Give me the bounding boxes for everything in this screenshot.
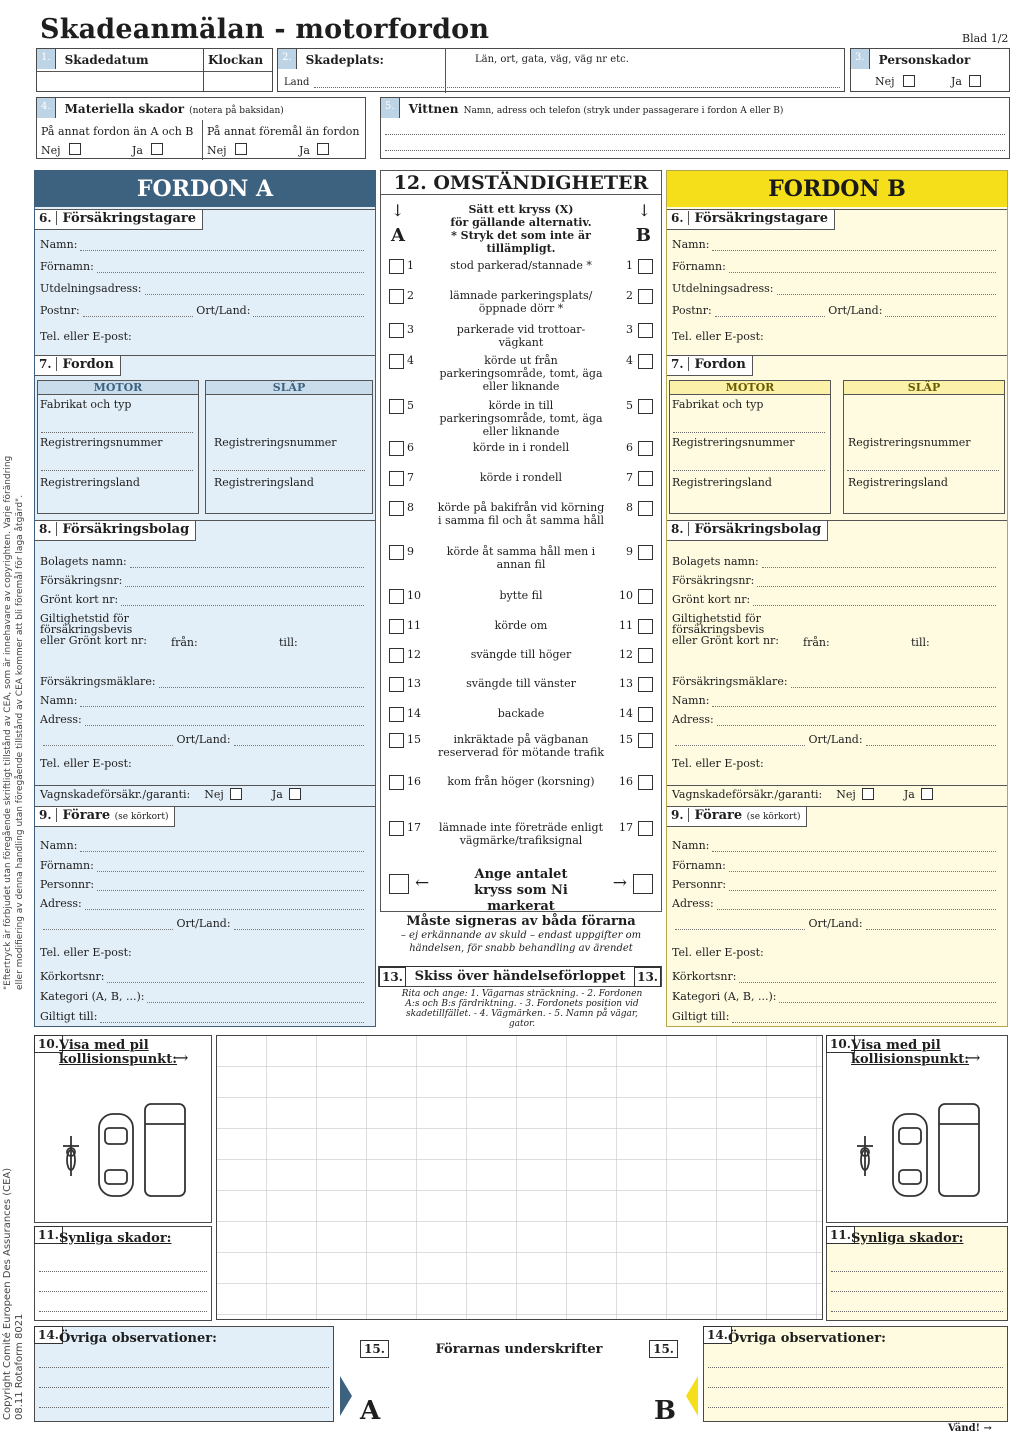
instruction-1: Sätt ett kryss (X) bbox=[468, 203, 574, 216]
circumstance-a-checkbox[interactable] bbox=[389, 589, 404, 604]
row-number-a: 5 bbox=[407, 399, 414, 412]
circumstance-row-8 bbox=[389, 501, 653, 529]
address-input[interactable] bbox=[145, 282, 365, 295]
sketch-header: 13. Skiss över händelseförloppet 13. bbox=[378, 966, 662, 987]
damage-input[interactable] bbox=[39, 1271, 207, 1272]
witness-label: Vittnen bbox=[408, 102, 459, 116]
circumstance-text: körde om bbox=[494, 619, 548, 632]
circumstance-text: körde in till parkeringsområde, tomt, äga eller liknande bbox=[439, 399, 603, 438]
circumstance-a-checkbox[interactable] bbox=[389, 648, 404, 663]
row-number-b: 13 bbox=[619, 677, 633, 690]
other-object-label: På annat föremål än fordon bbox=[207, 125, 360, 138]
observations-input[interactable] bbox=[39, 1367, 329, 1368]
circumstance-text: parkerade vid trottoar-vägkant bbox=[456, 323, 586, 349]
row-number-b: 2 bbox=[626, 289, 633, 302]
signature-b-letter: B bbox=[654, 1396, 676, 1426]
circumstance-a-checkbox[interactable] bbox=[389, 733, 404, 748]
row-number-b: 7 bbox=[626, 471, 633, 484]
yellow-arrow-icon bbox=[684, 1376, 698, 1416]
circumstance-text: körde in i rondell bbox=[472, 441, 570, 454]
driver-section: 9. Förare (se körkort) Namn: Förnamn: Personnr: Adress: Ort/Land: Tel. eller E-post: Körkortsnr: Kategori (A, B, ...): Giltigt till: bbox=[35, 806, 375, 1028]
other-object-yes-checkbox[interactable] bbox=[317, 143, 329, 155]
column-b-letter: B bbox=[635, 225, 651, 246]
row-number-b: 11 bbox=[619, 619, 633, 632]
circumstance-row-16 bbox=[389, 775, 653, 803]
circumstance-b-checkbox[interactable] bbox=[638, 471, 653, 486]
city-input[interactable] bbox=[253, 304, 364, 317]
row-number-a: 14 bbox=[407, 707, 421, 720]
row-number-b: 17 bbox=[619, 821, 633, 834]
circumstance-b-checkbox[interactable] bbox=[638, 775, 653, 790]
circumstance-b-checkbox[interactable] bbox=[638, 733, 653, 748]
circumstance-text: svängde till höger bbox=[470, 648, 572, 661]
circumstance-text: bytte fil bbox=[499, 589, 543, 602]
circumstance-text: kom från höger (korsning) bbox=[447, 775, 595, 788]
circumstance-row-10 bbox=[389, 589, 653, 617]
circumstance-text: lämnade inte företräde enligt vägmärke/trafiksignal bbox=[438, 821, 604, 847]
circumstance-row-13 bbox=[389, 677, 653, 705]
nej-label: Nej bbox=[41, 144, 61, 157]
circumstance-b-checkbox[interactable] bbox=[638, 501, 653, 516]
signature-a-letter: A bbox=[360, 1396, 381, 1426]
other-vehicle-yes-checkbox[interactable] bbox=[151, 143, 163, 155]
copyright-notice: "Eftertryck är förbjudet utan föregående skriftligt tillstånd av CEA, som är innehavare av copyrighten. Varje förändring eller modifiering av denna handling utan föregående tillstånd av CEA kommer att bli föremål för laga åtgärd". bbox=[3, 455, 25, 990]
injuries-label: Personskador bbox=[878, 53, 971, 67]
row-number-b: 6 bbox=[626, 441, 633, 454]
date-input[interactable] bbox=[37, 71, 203, 92]
circumstance-text: lämnade parkeringsplats/ öppnade dörr * bbox=[449, 289, 593, 315]
arrow-left-icon: ← bbox=[415, 873, 430, 893]
circumstance-text: svängde till vänster bbox=[466, 677, 576, 690]
circumstance-a-checkbox[interactable] bbox=[389, 501, 404, 516]
section-1-date bbox=[36, 48, 204, 92]
witness-input[interactable] bbox=[385, 134, 1005, 135]
circumstance-b-checkbox[interactable] bbox=[638, 648, 653, 663]
material-note: (notera på baksidan) bbox=[189, 106, 284, 116]
circumstance-a-checkbox[interactable] bbox=[389, 441, 404, 456]
vehicle-a-column bbox=[34, 170, 376, 1027]
place-input[interactable] bbox=[314, 87, 840, 88]
row-number-a: 15 bbox=[407, 733, 421, 746]
vehicle-a-banner: FORDON A bbox=[35, 171, 375, 207]
company-input[interactable] bbox=[130, 555, 364, 568]
circumstance-row-5 bbox=[389, 399, 653, 438]
collision-label: Visa med pil kollisionspunkt: bbox=[59, 1038, 177, 1067]
nej-label: Nej bbox=[875, 75, 895, 88]
injuries-yes-checkbox[interactable] bbox=[969, 75, 981, 87]
firstname-input[interactable] bbox=[97, 260, 364, 273]
row-number-b: 5 bbox=[626, 399, 633, 412]
circumstance-a-checkbox[interactable] bbox=[389, 471, 404, 486]
circumstance-text: stod parkerad/stannade * bbox=[450, 259, 592, 272]
circumstance-text: körde i rondell bbox=[479, 471, 563, 484]
postal-input[interactable] bbox=[83, 304, 194, 317]
arrow-right-icon: → bbox=[967, 1048, 981, 1067]
observations-a: 14. Övriga observationer: bbox=[34, 1326, 334, 1422]
circumstance-row-17 bbox=[389, 821, 653, 849]
vehicle-section: 7. Fordon MOTOR SLÄP Fabrikat och typ Registreringsnummer Registreringsnummer Registreringsland Registreringsland bbox=[667, 355, 1007, 517]
row-number-a: 7 bbox=[407, 471, 414, 484]
comprehensive-no-checkbox[interactable] bbox=[862, 788, 874, 800]
other-vehicle-label: På annat fordon än A och B bbox=[41, 125, 194, 138]
column-a-letter: A bbox=[391, 225, 405, 246]
insurer-section: 8. Försäkringsbolag Bolagets namn: Försäkringsnr: Grönt kort nr: Giltighetstid för försäkringsbevis eller Grönt kort nr: från: till: Försäkringsmäklare: Namn: Adress: Ort/Land: Tel. eller E-post: Vagnskadeförsäkr./garanti: Nej Ja bbox=[35, 520, 375, 804]
circumstance-row-2 bbox=[389, 289, 653, 317]
collision-point-a: 10. Visa med pil kollisionspunkt: → bbox=[34, 1035, 212, 1223]
row-number-a: 12 bbox=[407, 648, 421, 661]
instruction-3: * Stryk det som inte är tillämpligt. bbox=[451, 229, 591, 255]
time-label: Klockan bbox=[208, 53, 264, 67]
circumstance-b-checkbox[interactable] bbox=[638, 259, 653, 274]
circumstance-a-checkbox[interactable] bbox=[389, 707, 404, 722]
visible-damage-a: 11. Synliga skador: bbox=[34, 1226, 212, 1321]
section-number: 2. bbox=[278, 49, 297, 69]
vehicle-b-banner: FORDON B bbox=[667, 171, 1007, 207]
page-title: Skadeanmälan - motorfordon bbox=[40, 14, 490, 45]
count-b-box[interactable] bbox=[633, 874, 653, 894]
row-number-a: 10 bbox=[407, 589, 421, 602]
comprehensive-no-checkbox[interactable] bbox=[230, 788, 242, 800]
copyright-line: Copyright Comité Europeen Des Assurances (CEA) 08.11 Rotaform 8021 bbox=[2, 1167, 25, 1420]
row-number-b: 3 bbox=[626, 323, 633, 336]
section-number: 3. bbox=[851, 49, 870, 69]
row-number-a: 9 bbox=[407, 545, 414, 558]
circumstance-b-checkbox[interactable] bbox=[638, 441, 653, 456]
circumstance-a-checkbox[interactable] bbox=[389, 545, 404, 560]
policy-input[interactable] bbox=[125, 574, 364, 587]
circumstance-a-checkbox[interactable] bbox=[389, 821, 404, 836]
sketch-note: Rita och ange: 1. Vägarnas sträckning. - 2. Fordonen A:s och B:s färdriktning. - 3. Fordonets position vid skadetillfället. - 4. Vägmärken. - 5. Namn på vägar, gator. bbox=[401, 989, 643, 1029]
ja-label: Ja bbox=[299, 144, 310, 157]
sketch-title: Skiss över händelseförloppet bbox=[414, 969, 626, 984]
row-number-b: 16 bbox=[619, 775, 633, 788]
observations-b: 14. Övriga observationer: bbox=[703, 1326, 1008, 1422]
material-label: Materiella skador bbox=[64, 102, 185, 116]
circumstance-row-11 bbox=[389, 619, 653, 647]
circumstance-row-12 bbox=[389, 648, 653, 676]
other-vehicle-no-checkbox[interactable] bbox=[69, 143, 81, 155]
row-number-a: 13 bbox=[407, 677, 421, 690]
circumstance-b-checkbox[interactable] bbox=[638, 545, 653, 560]
driver-section: 9. Förare (se körkort) Namn: Förnamn: Personnr: Adress: Ort/Land: Tel. eller E-post: Körkortsnr: Kategori (A, B, ...): Giltigt till: bbox=[667, 806, 1007, 1028]
circumstance-b-checkbox[interactable] bbox=[638, 677, 653, 692]
circumstance-row-14 bbox=[389, 707, 653, 735]
row-number-b: 9 bbox=[626, 545, 633, 558]
circumstance-a-checkbox[interactable] bbox=[389, 323, 404, 338]
place-label: Skadeplats: bbox=[305, 53, 384, 67]
vehicles-diagram-icon[interactable] bbox=[57, 1098, 197, 1198]
sign-notice: Måste signeras av båda förarna bbox=[406, 914, 636, 929]
comprehensive-yes-checkbox[interactable] bbox=[289, 788, 301, 800]
date-label: Skadedatum bbox=[64, 53, 149, 67]
row-number-b: 15 bbox=[619, 733, 633, 746]
circumstance-row-7 bbox=[389, 471, 653, 499]
row-number-b: 14 bbox=[619, 707, 633, 720]
ja-label: Ja bbox=[132, 144, 143, 157]
greencard-input[interactable] bbox=[121, 593, 364, 606]
broker-input[interactable] bbox=[159, 675, 364, 688]
trailer-header: SLÄP bbox=[205, 380, 373, 395]
instruction-2: för gällande alternativ. bbox=[450, 216, 592, 229]
row-number-a: 11 bbox=[407, 619, 421, 632]
row-number-b: 4 bbox=[626, 354, 633, 367]
circumstance-row-9 bbox=[389, 545, 653, 573]
circumstance-row-4 bbox=[389, 354, 653, 393]
row-number-b: 10 bbox=[619, 589, 633, 602]
circumstance-a-checkbox[interactable] bbox=[389, 289, 404, 304]
turn-page-label: Vänd! → bbox=[948, 1423, 992, 1434]
injuries-no-checkbox[interactable] bbox=[903, 75, 915, 87]
circumstance-row-1 bbox=[389, 259, 653, 287]
row-number-b: 12 bbox=[619, 648, 633, 661]
row-number-a: 2 bbox=[407, 289, 414, 302]
sketch-area[interactable] bbox=[216, 1035, 823, 1320]
circumstance-b-checkbox[interactable] bbox=[638, 821, 653, 836]
other-object-no-checkbox[interactable] bbox=[235, 143, 247, 155]
row-number-a: 3 bbox=[407, 323, 414, 336]
section-number: 4. bbox=[37, 98, 56, 118]
page-number: Blad 1/2 bbox=[962, 32, 1009, 45]
visible-damage-b: 11. Synliga skador: bbox=[826, 1226, 1008, 1321]
nej-label: Nej bbox=[207, 144, 227, 157]
circumstance-text: backade bbox=[497, 707, 545, 720]
section-2-place bbox=[277, 48, 845, 92]
row-number-a: 16 bbox=[407, 775, 421, 788]
name-input[interactable] bbox=[80, 238, 364, 251]
circumstance-text: körde åt samma håll men i annan fil bbox=[446, 545, 596, 571]
circumstances-title: 12. OMSTÄNDIGHETER bbox=[381, 171, 661, 195]
blue-arrow-icon bbox=[340, 1376, 354, 1416]
circumstance-row-3 bbox=[389, 323, 653, 351]
circumstance-b-checkbox[interactable] bbox=[638, 323, 653, 338]
vehicle-b-column bbox=[666, 170, 1008, 1027]
section-5-witnesses bbox=[380, 97, 1010, 159]
circumstance-b-checkbox[interactable] bbox=[638, 354, 653, 369]
circumstance-a-checkbox[interactable] bbox=[389, 619, 404, 634]
circumstance-text: körde ut från parkeringsområde, tomt, äga eller liknande bbox=[439, 354, 603, 393]
circumstance-b-checkbox[interactable] bbox=[638, 289, 653, 304]
circumstance-row-15 bbox=[389, 733, 653, 761]
circumstances-panel bbox=[380, 170, 662, 912]
collision-point-b: 10. Visa med pil kollisionspunkt: → bbox=[826, 1035, 1008, 1223]
section-3-injuries bbox=[850, 48, 1010, 92]
row-number-b: 1 bbox=[626, 259, 633, 272]
row-number-a: 4 bbox=[407, 354, 414, 367]
circumstance-b-checkbox[interactable] bbox=[638, 399, 653, 414]
circumstance-a-checkbox[interactable] bbox=[389, 354, 404, 369]
row-number-a: 1 bbox=[407, 259, 414, 272]
arrow-down-a-icon: ↓ bbox=[391, 201, 405, 220]
signature-title: Förarnas underskrifter bbox=[435, 1342, 603, 1357]
section-4-material-damage bbox=[36, 97, 366, 159]
land-label: Land bbox=[284, 77, 310, 88]
circumstance-a-checkbox[interactable] bbox=[389, 259, 404, 274]
circumstance-b-checkbox[interactable] bbox=[638, 589, 653, 604]
insurer-section: 8. Försäkringsbolag Bolagets namn: Försäkringsnr: Grönt kort nr: Giltighetstid för försäkringsbevis eller Grönt kort nr: från: till: Försäkringsmäklare: Namn: Adress: Ort/Land: Tel. eller E-post: Vagnskadeförsäkr./garanti: Nej Ja bbox=[667, 520, 1007, 804]
sign-disclaimer: – ej erkännande av skuld – endast uppgifter om händelsen, för snabb behandling av ärendet bbox=[400, 930, 642, 954]
circumstance-text: inkräktade på vägbanan reserverad för mötande trafik bbox=[437, 733, 605, 759]
section-number: 1. bbox=[37, 49, 56, 69]
count-a-box[interactable] bbox=[389, 874, 409, 894]
time-input[interactable] bbox=[204, 71, 272, 92]
row-number-b: 8 bbox=[626, 501, 633, 514]
signature-area[interactable]: 15. Förarnas underskrifter 15. A B bbox=[340, 1326, 698, 1426]
vehicle-section: 7. Fordon MOTOR SLÄP Fabrikat och typ Registreringsnummer Registreringsnummer Registreringsland Registreringsland bbox=[35, 355, 375, 517]
vehicles-diagram-icon[interactable] bbox=[851, 1098, 991, 1198]
circumstance-a-checkbox[interactable] bbox=[389, 399, 404, 414]
ja-label: Ja bbox=[951, 75, 962, 88]
policyholder-section: 6. Försäkringstagare Namn: Förnamn: Utdelningsadress: Postnr: Ort/Land: Tel. eller E-post: bbox=[35, 209, 375, 359]
policyholder-section: 6. Försäkringstagare Namn: Förnamn: Utdelningsadress: Postnr: Ort/Land: Tel. eller E-post: bbox=[667, 209, 1007, 359]
witness-note: Namn, adress och telefon (stryk under passagerare i fordon A eller B) bbox=[463, 106, 784, 116]
section-1-time bbox=[203, 48, 273, 92]
arrow-right-icon: → bbox=[612, 873, 627, 893]
arrow-right-icon: → bbox=[175, 1048, 189, 1067]
circumstance-b-checkbox[interactable] bbox=[638, 619, 653, 634]
circumstance-a-checkbox[interactable] bbox=[389, 775, 404, 790]
circumstance-text: körde på bakifrån vid körning i samma fil och åt samma håll bbox=[437, 501, 605, 527]
arrow-down-b-icon: ↓ bbox=[637, 201, 651, 220]
circumstance-b-checkbox[interactable] bbox=[638, 707, 653, 722]
section-number: 5. bbox=[381, 98, 400, 118]
row-number-a: 8 bbox=[407, 501, 414, 514]
motor-header: MOTOR bbox=[37, 380, 199, 395]
row-number-a: 17 bbox=[407, 821, 421, 834]
comprehensive-yes-checkbox[interactable] bbox=[921, 788, 933, 800]
circumstance-a-checkbox[interactable] bbox=[389, 677, 404, 692]
place-hint: Län, ort, gata, väg, väg nr etc. bbox=[475, 54, 629, 65]
circumstance-row-6 bbox=[389, 441, 653, 469]
row-number-a: 6 bbox=[407, 441, 414, 454]
count-label: Ange antalet kryss som Ni markerat bbox=[474, 867, 568, 914]
